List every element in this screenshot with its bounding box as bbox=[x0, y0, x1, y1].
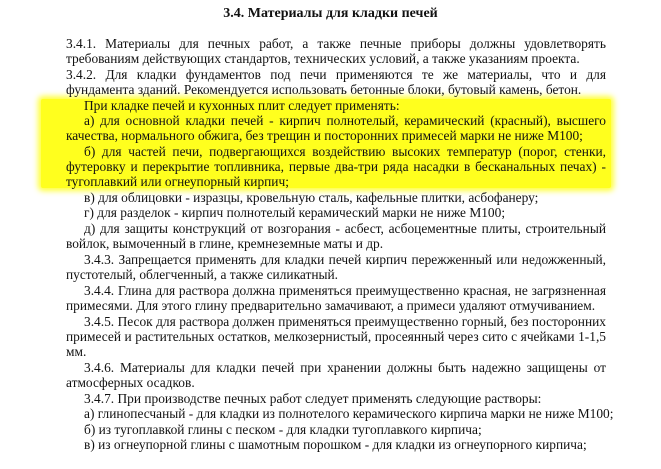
paragraph-line: в) из огнеупорной глины с шамотным порошком - для кладки из огнеупорного кирпича; bbox=[84, 437, 587, 452]
section-title: 3.4. Материалы для кладки печей bbox=[223, 6, 438, 21]
paragraph-line: примесями. Для этого глину предварительно замачивают, а примеси удаляют отмучиванием. bbox=[66, 298, 596, 313]
paragraph-line: а) для основной кладки печей - кирпич полнотелый, керамический (красный), высшего bbox=[84, 113, 606, 128]
paragraph-line: требованиям действующих стандартов, технических условий, а также указаниям проекта. bbox=[66, 51, 580, 66]
paragraph-line: фундамента зданий. Рекомендуется использовать бетонные блоки, бутовый камень, бетон. bbox=[66, 82, 582, 97]
paragraph-line: тугоплавкий или огнеупорный кирпич; bbox=[66, 174, 289, 189]
paragraph-line: 3.4.5. Песок для раствора должен применяться преимущественно горный, без посторонних bbox=[84, 314, 606, 329]
paragraph-line: 3.4.2. Для кладки фундаментов под печи применяются те же материалы, что и для bbox=[66, 67, 606, 82]
paragraph-line: а) глинопесчаный - для кладки из полнотелого керамического кирпича марки не ниже М100; bbox=[84, 406, 614, 421]
paragraph-line: д) для защиты конструкций от возгорания - асбест, асбоцементные плиты, строительный bbox=[84, 221, 606, 236]
paragraph-line: в) для облицовки - изразцы, кровельную сталь, кафельные плитки, асбофанеру; bbox=[84, 190, 539, 205]
paragraph-line: футеровку и перекрытие топливника, первые два-три ряда насадки в бесканальных печах) - bbox=[66, 159, 606, 174]
paragraph-line: атмосферных осадков. bbox=[66, 375, 195, 390]
paragraph-line: г) для разделок - кирпич полнотелый керамический марки не ниже М100; bbox=[84, 205, 506, 220]
paragraph-line: пустотелый, облегченный, а также силикатный. bbox=[66, 267, 339, 282]
paragraph-line: 3.4.4. Глина для раствора должна применяться преимущественно красная, не загрязненная bbox=[84, 283, 606, 298]
paragraph-line: примесей и растительных остатков, мелкозернистый, просеянный через сито с ячейками 1-1,5 bbox=[66, 329, 606, 344]
paragraph-line: качества, нормального обжига, без трещин и посторонних примесей марки не ниже М100; bbox=[66, 128, 583, 143]
paragraph-line: б) для частей печи, подвергающихся воздействию высоких температур (порог, стенки, bbox=[84, 144, 606, 159]
paragraph-line: б) из тугоплавкой глины с песком - для кладки тугоплавкого кирпича; bbox=[84, 422, 482, 437]
paragraph-line: мм. bbox=[66, 344, 87, 359]
paragraph-line: 3.4.7. При производстве печных работ следует применять следующие растворы: bbox=[84, 391, 542, 406]
paragraph-line: войлок, вымоченный в глине, кремнеземные маты и др. bbox=[66, 236, 384, 251]
paragraph-line: 3.4.6. Материалы для кладки печей при хранении должны быть надежно защищены от bbox=[84, 360, 606, 375]
paragraph-line: 3.4.3. Запрещается применять для кладки печей кирпич пережженный или недожженный, bbox=[84, 252, 606, 267]
paragraph-line: При кладке печей и кухонных плит следует применять: bbox=[84, 98, 400, 113]
paragraph-line: 3.4.1. Материалы для печных работ, а также печные приборы должны удовлетворять bbox=[66, 36, 606, 51]
